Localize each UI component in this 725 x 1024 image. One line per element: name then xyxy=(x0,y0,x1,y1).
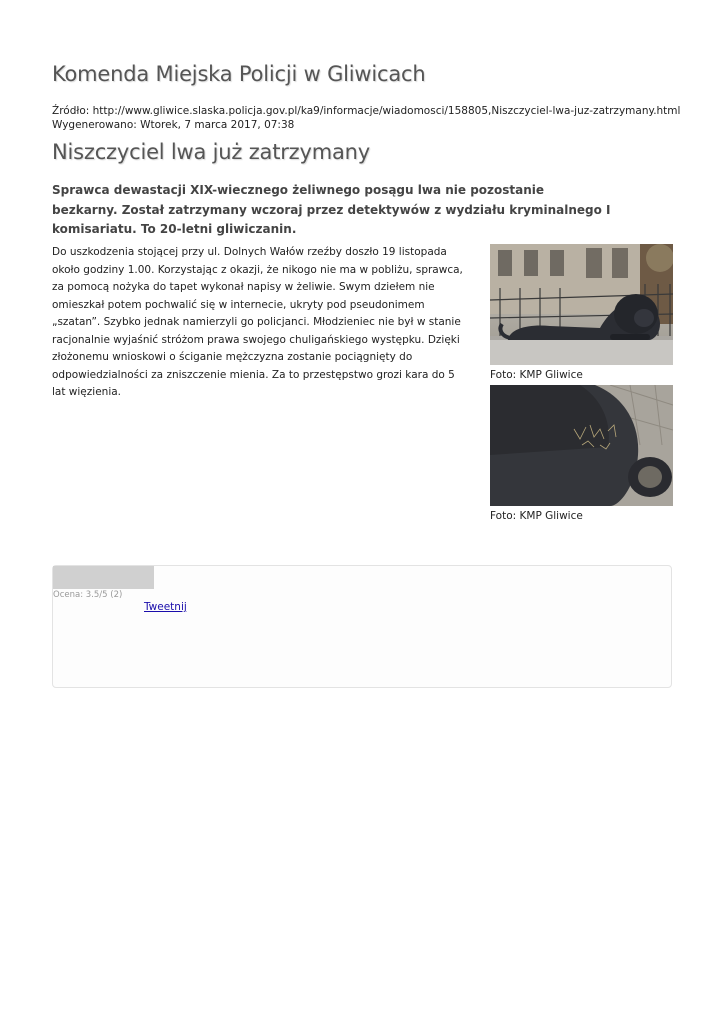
document-meta xyxy=(52,104,680,132)
photo-caption-2: Foto: KMP Gliwice xyxy=(490,510,583,522)
generated-date: Wygenerowano: Wtorek, 7 marca 2017, 07:38 xyxy=(52,119,295,131)
article-title: Niszczyciel lwa już zatrzymany xyxy=(52,140,370,164)
article-lead: Sprawca dewastacji XIX-wiecznego żeliwnego posągu lwa nie pozostanie bezkarny. Został zatrzymany wczoraj przez detektywów z wydziału kryminalnego I komisariatu. To 20-letni gliwiczanin. xyxy=(52,183,611,236)
source-url: Źródło: http://www.gliwice.slaska.policja.gov.pl/ka9/informacje/wiadomosci/158805,Niszczyciel-lwa-juz-zatrzymany.html xyxy=(52,105,681,117)
article-body: Do uszkodzenia stojącej przy ul. Dolnych Wałów rzeźby doszło 19 listopada około godziny 1.00. Korzystając z okazji, że nikogo nie ma w pobliżu, sprawca, za pomocą nożyka do tapet wykonał napisy w żeliwie. Swym dziełem nie omieszkał potem pochwalić się w internecie, ukryty pod pseudonimem „szatan”. Szybko jednak namierzyli go policjanci. Młodzieniec nie był w stanie racjonalnie wyjaśnić stróżom prawa swojego chuligańskiego występku. Dzięki złożonemu wnioskowi o ściganie mężczyzna zostanie pociągnięty do odpowiedzialności za zniszczenie mienia. Za to przestępstwo grozi kara do 5 lat więzienia. xyxy=(52,246,463,398)
tweet-link[interactable]: Tweetnij xyxy=(144,601,187,613)
lion-statue-photo xyxy=(490,244,673,365)
rating-score: Ocena: 3.5/5 (2) xyxy=(53,590,123,600)
rating-panel xyxy=(52,565,672,688)
rating-stars-bar[interactable] xyxy=(53,566,154,589)
site-title: Komenda Miejska Policji w Gliwicach xyxy=(52,62,426,86)
scratched-iron-photo xyxy=(490,385,673,506)
photo-caption-1: Foto: KMP Gliwice xyxy=(490,369,583,381)
